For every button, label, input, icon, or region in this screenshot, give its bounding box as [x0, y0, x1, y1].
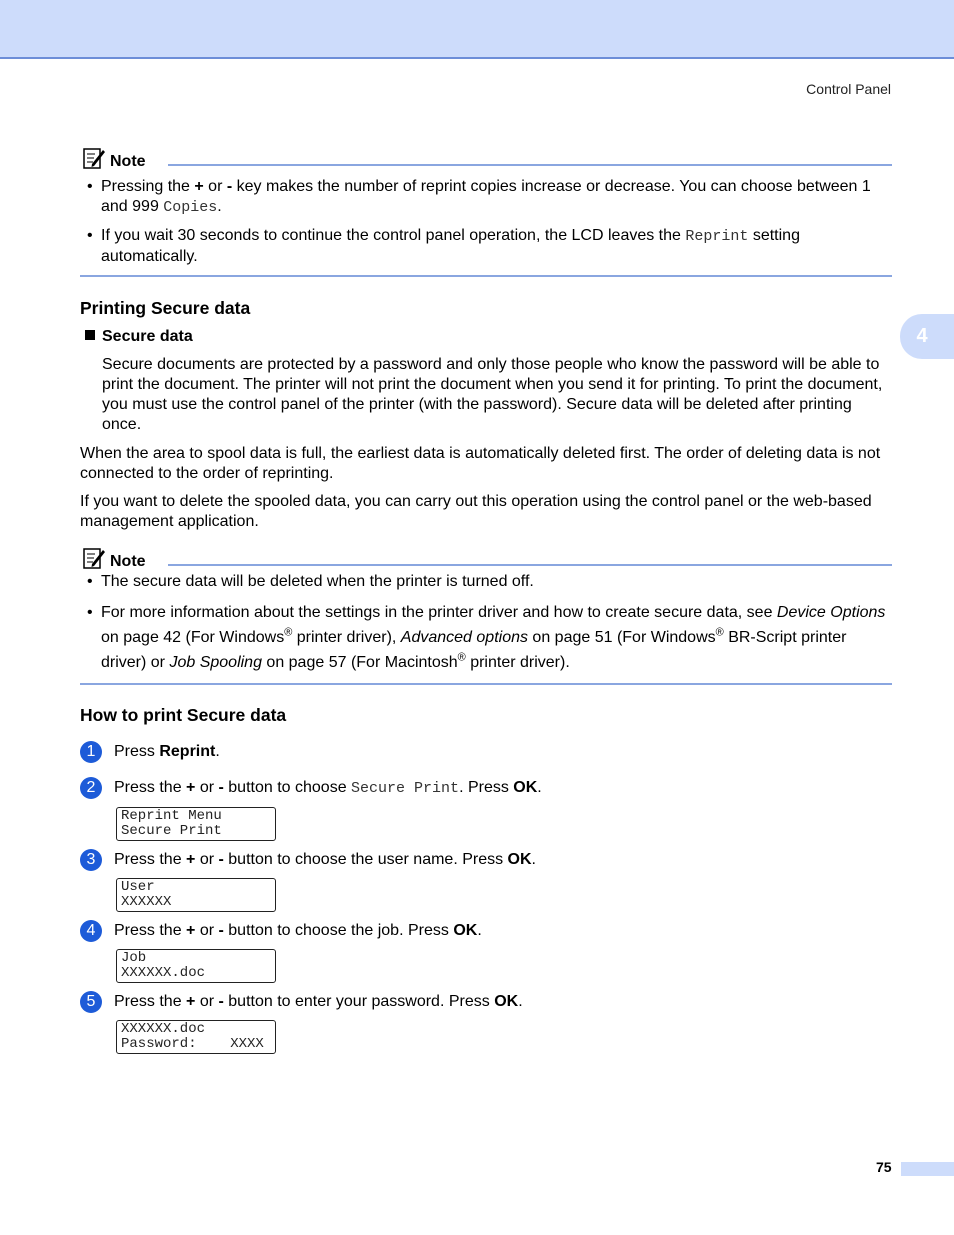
- note-bottom-rule: [80, 275, 892, 277]
- step-number-icon: 1: [80, 741, 102, 763]
- paragraph: When the area to spool data is full, the earliest data is automatically deleted first. The order of deleting data is not connected to the order of reprinting.: [80, 445, 881, 482]
- step-number-icon: 5: [80, 991, 102, 1013]
- note-box: [80, 544, 892, 685]
- note-box: [80, 144, 892, 277]
- step-number-icon: 4: [80, 920, 102, 942]
- lcd-display: XXXXXX.doc Password: XXXX: [116, 1020, 276, 1054]
- header-band: [0, 0, 954, 59]
- note-item: • If you wait 30 seconds to continue the control panel operation, the LCD leaves the Reprint setting automatically.: [87, 227, 800, 265]
- lcd-display: User XXXXXX: [116, 878, 276, 912]
- page-number: 75: [876, 1159, 892, 1175]
- step-5: 5 Press the + or - button to enter your password. Press OK.: [80, 992, 892, 1012]
- note-bottom-rule: [80, 683, 892, 685]
- step-4: 4 Press the + or - button to choose the job. Press OK.: [80, 921, 892, 941]
- note-rule: [168, 164, 892, 166]
- note-rule: [168, 564, 892, 566]
- square-bullet-icon: [85, 330, 95, 340]
- lcd-display: Reprint Menu Secure Print: [116, 807, 276, 841]
- step-1: 1 Press Reprint.: [80, 742, 892, 762]
- sub-body: Secure documents are protected by a password and only those people who know the password will be able to print the document. The printer will not print the document when you send it for printing. To print the document, you must use the control panel of the printer (with the password). Secure data will be deleted after printing once.: [102, 356, 883, 433]
- note-item: • The secure data will be deleted when the printer is turned off.: [87, 573, 534, 590]
- note-title: Note: [110, 153, 146, 170]
- page-number-bar: [901, 1162, 954, 1176]
- step-number-icon: 3: [80, 849, 102, 871]
- note-item: • Pressing the + or - key makes the number of reprint copies increase or decrease. You can choose between 1 and 999 Copies.: [87, 178, 871, 216]
- paragraph: If you want to delete the spooled data, you can carry out this operation using the control panel or the web-based management application.: [80, 493, 872, 530]
- step-3: 3 Press the + or - button to choose the user name. Press OK.: [80, 850, 892, 870]
- note-title: Note: [110, 553, 146, 570]
- page-content: [80, 140, 892, 1054]
- step-number-icon: 2: [80, 777, 102, 799]
- lcd-display: Job XXXXXX.doc: [116, 949, 276, 983]
- note-item: • For more information about the settings in the printer driver and how to create secure data, see Device Options on page 42 (For Windows® printer driver), Advanced options on page 51 (For Windows® BR-Script printer driver) or Job Spooling on page 57 (For Macintosh® printer driver).: [87, 604, 886, 671]
- note-pencil-icon: [82, 146, 106, 170]
- section-heading: Printing Secure data: [80, 298, 251, 318]
- chapter-tab: 4: [900, 314, 954, 359]
- note-pencil-icon: [82, 546, 106, 570]
- sub-heading: Secure data: [85, 327, 892, 347]
- section-heading: How to print Secure data: [80, 705, 287, 725]
- section-label: Control Panel: [806, 81, 891, 97]
- step-2: 2 Press the + or - button to choose Secure Print. Press OK.: [80, 778, 892, 799]
